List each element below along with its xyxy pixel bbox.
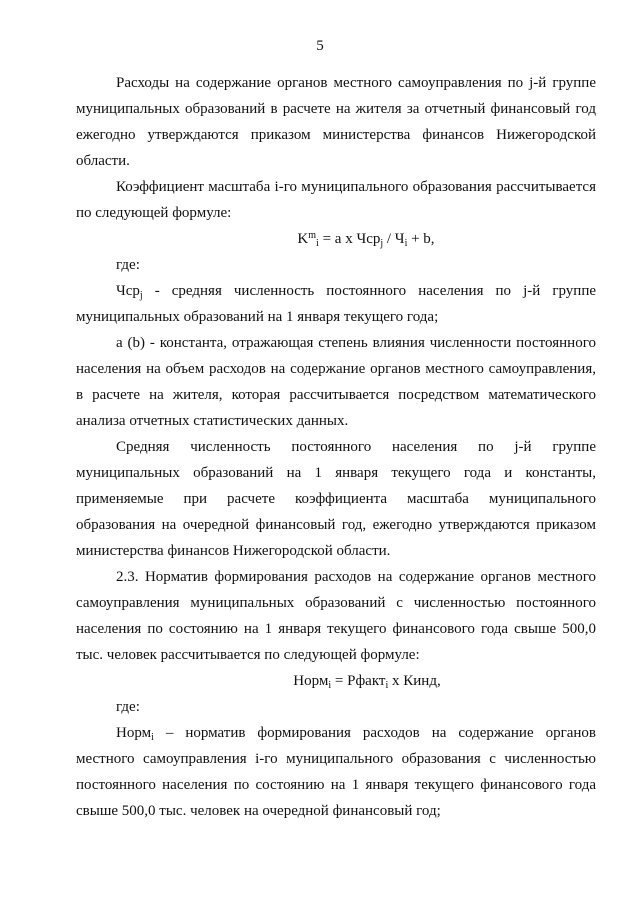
paragraph-expenses: Расходы на содержание органов местного самоуправления по j-й группе муниципальных образований в расчете на жителя за отчетный финансовый год ежегодно утверждаются приказом министерства финансов Нижегородской области. [76, 75, 596, 169]
formula1-lhs-sup: m [308, 230, 317, 241]
formula2-mid-sub: i [385, 680, 389, 691]
paragraph-norm-section: 2.3. Норматив формирования расходов на содержание органов местного самоуправления муниципальных образований с численностью постоянного населения по состоянию на 1 января текущего финансового года свыше 500,0 тыс. человек рассчитывается по следующей формуле: [76, 569, 596, 663]
where-label-1: где: [116, 257, 140, 273]
formula2-tail: x Кинд, [388, 673, 441, 689]
formula1-mid-sub: j [380, 238, 384, 249]
formula2-mid: = Рфакт [331, 673, 386, 689]
formula1-div: / Ч [383, 231, 405, 247]
paragraph-average-population: Средняя численность постоянного населения по j-й группе муниципальных образований на 1 января текущего года и константы, применяемые при расчете коэффициента масштаба муниципального образования на очередной финансовый год, ежегодно утверждаются приказом министерства финансов Нижегородской области. [76, 439, 596, 559]
page-number: 5 [316, 38, 324, 54]
formula1-tail: + b, [407, 231, 435, 247]
definition3-term-sub: i [151, 732, 154, 743]
where-label-2: где: [116, 699, 140, 715]
definition1-text: - средняя численность постоянного населения по j-й группе муниципальных образований на 1 января текущего года; [76, 283, 596, 325]
formula-scale-coefficient [76, 226, 596, 252]
definition1-term-sub: j [139, 290, 143, 301]
definition-norm [76, 720, 596, 824]
formula1-mid: = a x Чср [318, 231, 381, 247]
formula2-lhs-sub: i [328, 680, 332, 691]
formula2-lhs: Норм [293, 673, 329, 689]
formula1-lhs: K [297, 231, 309, 247]
formula1-div-sub: i [404, 238, 408, 249]
document-body [76, 70, 596, 824]
definition3-text: – норматив формирования расходов на содержание органов местного самоуправления i-го муниципального образования с численностью постоянного населения по состоянию на 1 января текущего финансового года свыше 500,0 тыс. человек на очередной финансовый год; [76, 725, 596, 819]
definition1-term: Чср [116, 283, 140, 299]
definition-constant: a (b) - константа, отражающая степень влияния численности постоянного населения на объем расходов на содержание органов местного самоуправления, в расчете на жителя, которая рассчитывается посредством математического анализа отчетных статистических данных. [76, 335, 596, 429]
definition-average-population [76, 278, 596, 330]
paragraph-scale-coefficient: Коэффициент масштаба i-го муниципального образования рассчитывается по следующей формуле: [76, 179, 596, 221]
definition3-term: Норм [116, 725, 152, 741]
formula-norm [76, 668, 596, 694]
formula1-lhs-sub: i [316, 238, 319, 249]
